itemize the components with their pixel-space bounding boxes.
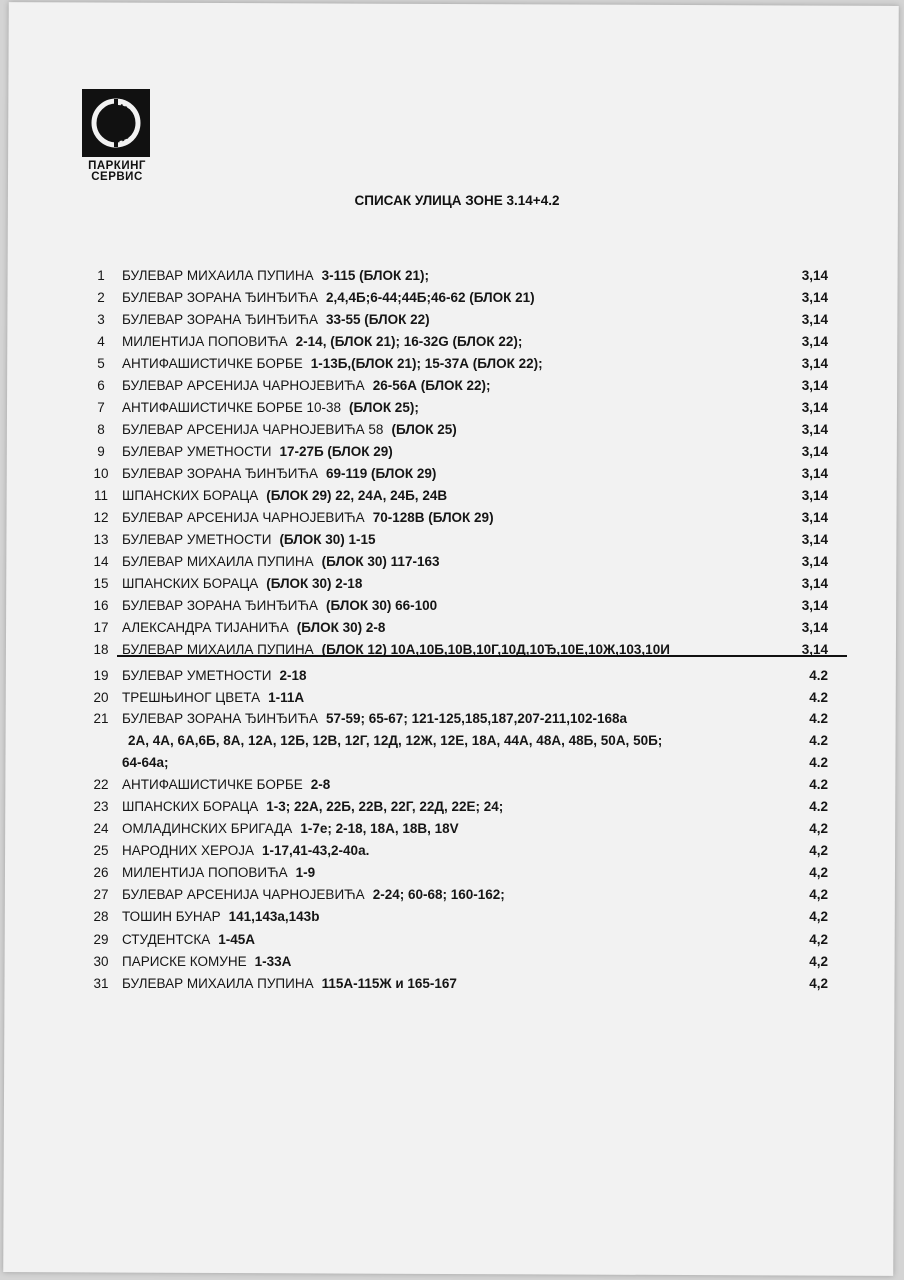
street-numbers: (БЛОК 30) 117-163 [321, 554, 440, 569]
street-numbers: (БЛОК 30) 1-15 [279, 532, 376, 547]
table-row [0, 887, 904, 909]
zone-value: 3,14 [801, 334, 828, 349]
street-name-text: БУЛЕВАР ЗОРАНА ЂИНЂИЋА [122, 312, 319, 327]
row-number: 9 [97, 444, 105, 459]
table-row [0, 865, 904, 887]
street-name [122, 711, 627, 726]
zone-value: 3,14 [801, 378, 828, 393]
table-row [0, 532, 904, 554]
zone-value: 4,2 [809, 932, 828, 947]
street-name [122, 690, 304, 705]
row-number: 26 [93, 865, 109, 880]
street-name-text: ШПАНСКИХ БОРАЦА [122, 488, 259, 503]
table-row [0, 711, 904, 733]
street-numbers: (БЛОК 29) 22, 24А, 24Б, 24В [266, 488, 448, 503]
street-name-text: ОМЛАДИНСКИХ БРИГАДА [122, 821, 293, 836]
street-name-text: НАРОДНИХ ХЕРОЈА [122, 843, 254, 858]
table-row [0, 510, 904, 532]
street-name-text: БУЛЕВАР АРСЕНИЈА ЧАРНОЈЕВИЋА [122, 510, 365, 525]
row-number: 19 [93, 668, 109, 683]
zone-value: 3,14 [801, 312, 828, 327]
row-number: 5 [97, 356, 105, 371]
row-number: 29 [93, 932, 109, 947]
table-row [0, 422, 904, 444]
table-row [0, 642, 904, 664]
zone-value: 3,14 [801, 290, 828, 305]
street-numbers: 115А-115Ж и 165-167 [321, 976, 457, 991]
street-name [122, 777, 330, 792]
street-numbers: 26-56А (БЛОК 22); [372, 378, 491, 393]
street-name-text: СТУДЕНТСКА [122, 932, 211, 947]
street-numbers: 2-14, (БЛОК 21); 16-32G (БЛОК 22); [295, 334, 523, 349]
zone-value: 3,14 [801, 400, 828, 415]
row-number: 1 [97, 268, 105, 283]
table-row [0, 690, 904, 712]
street-name-text: БУЛЕВАР УМЕТНОСТИ [122, 444, 272, 459]
street-numbers: 33-55 (БЛОК 22) [326, 312, 430, 327]
row-number: 27 [93, 887, 109, 902]
row-number: 24 [93, 821, 109, 836]
table-row [0, 576, 904, 598]
table-row [0, 668, 904, 690]
street-name-text: БУЛЕВАР МИХАИЛА ПУПИНА [122, 554, 314, 569]
street-numbers: 2-24; 60-68; 160-162; [372, 887, 505, 902]
street-name-text: БУЛЕВАР МИХАИЛА ПУПИНА [122, 642, 314, 657]
street-numbers: 1-9 [295, 865, 316, 880]
zone-value: 3,14 [801, 576, 828, 591]
logo-emblem [82, 89, 150, 157]
street-name-text: БУЛЕВАР АРСЕНИЈА ЧАРНОЈЕВИЋА 58 [122, 422, 384, 437]
row-number: 18 [93, 642, 109, 657]
zone-value: 4.2 [809, 668, 828, 683]
street-name [122, 400, 419, 415]
street-name-text: АНТИФАШИСТИЧКЕ БОРБЕ 10-38 [122, 400, 341, 415]
zone-value: 4,2 [809, 909, 828, 924]
street-name [122, 268, 429, 283]
zone-value: 3,14 [801, 356, 828, 371]
street-name [122, 932, 255, 947]
row-number: 11 [93, 488, 108, 503]
street-name-text: АЛЕКСАНДРА ТИЈАНИЋА [122, 620, 289, 635]
street-numbers: 1-3; 22А, 22Б, 22В, 22Г, 22Д, 22Е; 24; [266, 799, 504, 814]
street-numbers: 17-27Б (БЛОК 29) [279, 444, 393, 459]
street-name [122, 532, 376, 547]
row-number: 8 [97, 422, 105, 437]
street-name [122, 865, 315, 880]
street-name-text: ТОШИН БУНАР [122, 909, 221, 924]
street-name-text: БУЛЕВАР МИХАИЛА ПУПИНА [122, 976, 314, 991]
street-name-text: АНТИФАШИСТИЧКЕ БОРБЕ [122, 356, 303, 371]
street-name [122, 976, 457, 991]
street-name [122, 576, 362, 591]
row-number: 16 [93, 598, 109, 613]
street-numbers: 1-45А [218, 932, 256, 947]
street-name-text: БУЛЕВАР ЗОРАНА ЂИНЂИЋА [122, 711, 319, 726]
street-name [122, 422, 457, 437]
zone-value: 3,14 [801, 554, 828, 569]
zone-value: 3,14 [801, 598, 828, 613]
street-name [122, 466, 436, 481]
zone-value: 4,2 [809, 865, 828, 880]
street-name [122, 668, 306, 683]
street-name [122, 821, 459, 836]
row-number: 14 [93, 554, 109, 569]
street-numbers: 1-17,41-43,2-40а. [262, 843, 370, 858]
zone-value: 3,14 [801, 444, 828, 459]
street-name [122, 356, 543, 371]
logo [82, 89, 152, 183]
zone-value: 4,2 [809, 887, 828, 902]
street-name [122, 378, 491, 393]
street-name [122, 909, 319, 924]
row-number: 17 [93, 620, 109, 635]
row-number: 4 [97, 334, 105, 349]
row-continuation: 2А, 4А, 6А,6Б, 8А, 12А, 12Б, 12В, 12Г, 12Д, 12Ж, 12Е, 18А, 44А, 48А, 48Б, 50А, 50Б; [128, 733, 663, 748]
row-number: 31 [93, 976, 109, 991]
street-name-text: БУЛЕВАР ЗОРАНА ЂИНЂИЋА [122, 598, 319, 613]
table-row [0, 777, 904, 799]
table-row [0, 312, 904, 334]
zone-value: 3,14 [801, 488, 828, 503]
row-number: 10 [93, 466, 109, 481]
table-row [0, 268, 904, 290]
zone-value: 4,2 [809, 821, 828, 836]
street-name-text: БУЛЕВАР АРСЕНИЈА ЧАРНОЈЕВИЋА [122, 378, 365, 393]
zone-value: 4,2 [809, 954, 828, 969]
zone-value: 3,14 [801, 532, 828, 547]
table-row [0, 466, 904, 488]
street-numbers: 2-18 [279, 668, 307, 683]
table-row [0, 932, 904, 954]
row-number: 22 [93, 777, 109, 792]
table-row [0, 488, 904, 510]
street-numbers: (БЛОК 25); [348, 400, 419, 415]
table-row [0, 290, 904, 312]
street-name [122, 488, 447, 503]
table-row [0, 909, 904, 931]
street-numbers: 70-128В (БЛОК 29) [372, 510, 494, 525]
street-name [122, 843, 369, 858]
street-name-text: БУЛЕВАР УМЕТНОСТИ [122, 532, 272, 547]
table-row [0, 843, 904, 865]
table-row [0, 954, 904, 976]
street-numbers: 3-115 (БЛОК 21); [321, 268, 429, 283]
street-name [122, 598, 437, 613]
zone-value: 4,2 [809, 976, 828, 991]
logo-line-1: ПАРКИНГ [88, 160, 146, 172]
row-continuation: 64-64а; [122, 755, 169, 770]
street-numbers: 69-119 (БЛОК 29) [326, 466, 437, 481]
street-numbers: 141,143а,143b [228, 909, 320, 924]
street-name-text: БУЛЕВАР АРСЕНИЈА ЧАРНОЈЕВИЋА [122, 887, 365, 902]
zone-value: 3,14 [801, 510, 828, 525]
zone-divider-line [117, 655, 847, 657]
table-row [0, 976, 904, 998]
street-name [122, 444, 393, 459]
zone-value: 3,14 [801, 642, 828, 657]
row-number: 21 [93, 711, 109, 726]
street-numbers: (БЛОК 25) [391, 422, 457, 437]
table-row [0, 821, 904, 843]
street-name [122, 510, 494, 525]
street-name-text: БУЛЕВАР МИХАИЛА ПУПИНА [122, 268, 314, 283]
street-name [122, 554, 439, 569]
street-numbers: 1-33А [254, 954, 292, 969]
zone-value: 3,14 [801, 422, 828, 437]
row-number: 23 [93, 799, 109, 814]
street-name-text: БУЛЕВАР ЗОРАНА ЂИНЂИЋА [122, 290, 319, 305]
street-name [122, 620, 385, 635]
row-number: 7 [97, 400, 105, 415]
table-row [0, 334, 904, 356]
street-name-text: БУЛЕВАР ЗОРАНА ЂИНЂИЋА [122, 466, 319, 481]
table-row [0, 356, 904, 378]
table-row [0, 799, 904, 821]
row-number: 30 [93, 954, 109, 969]
row-number: 20 [93, 690, 109, 705]
document-title: СПИСАК УЛИЦА ЗОНЕ 3.14+4.2 [354, 193, 560, 208]
street-name-text: ШПАНСКИХ БОРАЦА [122, 799, 259, 814]
street-numbers: (БЛОК 12) 10А,10Б,10В,10Г,10Д,10Ђ,10Е,10Ж,103,10И [321, 642, 670, 657]
table-row [0, 554, 904, 576]
logo-text [82, 161, 152, 183]
row-number: 3 [97, 312, 105, 327]
street-name [122, 290, 535, 305]
street-numbers: 2-8 [310, 777, 331, 792]
row-number: 13 [93, 532, 109, 547]
zone-value: 4.2 [809, 690, 828, 705]
street-numbers: 1-7е; 2-18, 18А, 18В, 18V [300, 821, 459, 836]
street-name-text: ПАРИСКЕ КОМУНЕ [122, 954, 247, 969]
row-number: 28 [93, 909, 109, 924]
table-row [0, 400, 904, 422]
row-number: 15 [93, 576, 109, 591]
street-name [122, 887, 505, 902]
street-name-text: ТРЕШЊИНОГ ЦВЕТА [122, 690, 261, 705]
zone-value: 4.2 [809, 799, 828, 814]
street-numbers: (БЛОК 30) 2-18 [266, 576, 363, 591]
street-name-text: МИЛЕНТИЈА ПОПОВИЋА [122, 334, 288, 349]
street-numbers: 1-13Б,(БЛОК 21); 15-37А (БЛОК 22); [310, 356, 543, 371]
table-row [0, 755, 904, 777]
street-numbers: 57-59; 65-67; 121-125,185,187,207-211,102-168а [326, 711, 628, 726]
street-numbers: 2,4,4Б;6-44;44Б;46-62 (БЛОК 21) [326, 290, 535, 305]
zone-value: 4.2 [809, 711, 828, 726]
row-number: 12 [93, 510, 109, 525]
street-name [122, 954, 291, 969]
row-number: 2 [97, 290, 105, 305]
zone-value: 4.2 [809, 755, 828, 770]
table-row [0, 733, 904, 755]
street-name [122, 799, 503, 814]
street-numbers: 1-11А [268, 690, 305, 705]
table-row [0, 620, 904, 642]
row-number: 25 [93, 843, 109, 858]
table-row [0, 378, 904, 400]
table-row [0, 598, 904, 620]
zone-value: 4,2 [809, 843, 828, 858]
street-name-text: МИЛЕНТИЈА ПОПОВИЋА [122, 865, 288, 880]
street-numbers: (БЛОК 30) 2-8 [296, 620, 386, 635]
street-name [122, 334, 522, 349]
street-name-text: БУЛЕВАР УМЕТНОСТИ [122, 668, 272, 683]
zone-value: 3,14 [801, 620, 828, 635]
street-name-text: ШПАНСКИХ БОРАЦА [122, 576, 259, 591]
street-name [122, 312, 430, 327]
street-name-text: АНТИФАШИСТИЧКЕ БОРБЕ [122, 777, 303, 792]
table-row [0, 444, 904, 466]
logo-line-2: СЕРВИС [91, 171, 143, 183]
row-number: 6 [97, 378, 105, 393]
zone-value: 3,14 [801, 466, 828, 481]
zone-value: 4.2 [809, 777, 828, 792]
street-numbers: (БЛОК 30) 66-100 [326, 598, 438, 613]
zone-value: 4.2 [809, 733, 828, 748]
zone-value: 3,14 [801, 268, 828, 283]
